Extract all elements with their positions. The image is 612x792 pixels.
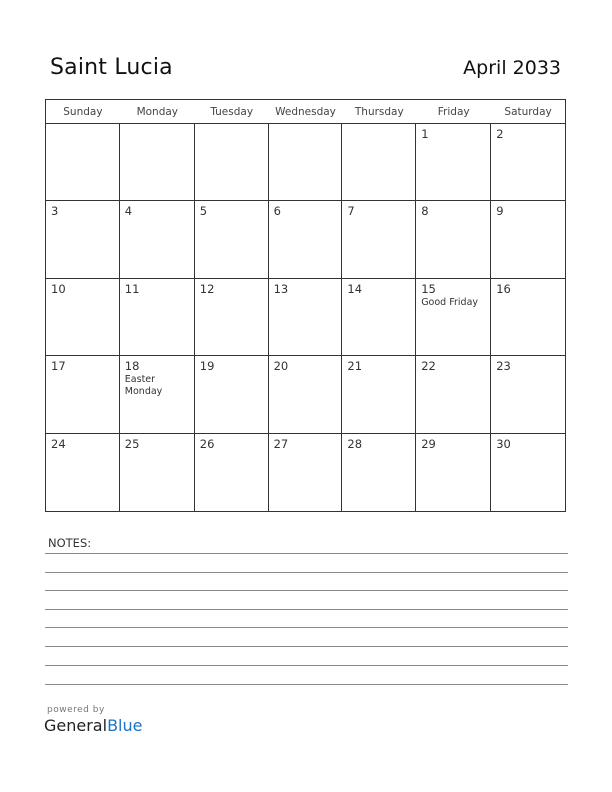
day-number: 3 (51, 204, 59, 219)
day-number: 15 (421, 281, 436, 296)
day-cell (491, 279, 565, 356)
notes-line (45, 590, 568, 591)
day-cell (269, 356, 343, 433)
brand-name-blue: Blue (107, 716, 143, 735)
day-cell (416, 279, 491, 356)
day-number: 28 (347, 436, 363, 451)
day-number: 7 (347, 204, 355, 219)
day-header-friday: Friday (416, 100, 491, 124)
day-cell (195, 356, 269, 433)
day-cell (491, 201, 565, 278)
day-number: 4 (124, 204, 133, 219)
day-cell (342, 279, 416, 356)
day-cell (120, 201, 195, 278)
day-cell (195, 279, 269, 356)
day-number: 26 (199, 436, 215, 451)
day-number: 18 (124, 359, 140, 374)
day-cell (120, 279, 195, 356)
day-cell (46, 356, 120, 433)
empty-day-cell (195, 124, 269, 201)
day-cell (120, 356, 195, 433)
month-year-label: April 2033 (463, 57, 561, 79)
day-number: 17 (51, 359, 66, 374)
day-header-thursday: Thursday (342, 100, 416, 124)
day-header-wednesday: Wednesday (269, 100, 343, 124)
day-number: 12 (199, 281, 215, 296)
day-cell (120, 434, 195, 511)
day-header-sunday: Sunday (46, 100, 120, 124)
brand-name (44, 716, 142, 735)
notes-line (45, 646, 568, 647)
day-number: 25 (124, 436, 140, 451)
day-cell (491, 434, 565, 511)
day-cell (491, 356, 565, 433)
day-cell (342, 434, 416, 511)
day-number: 5 (199, 204, 208, 219)
holiday-label: Good Friday (421, 296, 479, 308)
notes-label: NOTES: (48, 536, 92, 550)
brand-logo (44, 705, 142, 735)
empty-day-cell (120, 124, 195, 201)
notes-line (45, 665, 568, 666)
empty-day-cell (46, 124, 120, 201)
day-cell (416, 124, 491, 201)
day-cell (269, 201, 343, 278)
notes-line (45, 627, 568, 628)
notes-line (45, 553, 568, 554)
day-cell (491, 124, 565, 201)
day-number: 13 (273, 281, 289, 296)
notes-line (45, 609, 568, 610)
day-cell (342, 201, 416, 278)
day-number: 24 (51, 436, 66, 451)
day-number: 8 (421, 204, 429, 219)
brand-name-general: General (44, 716, 108, 735)
day-number: 22 (421, 359, 436, 374)
holiday-label: Easter Monday (124, 374, 163, 398)
empty-day-cell (342, 124, 416, 201)
page-title: Saint Lucia (50, 55, 173, 80)
notes-line (45, 684, 568, 685)
day-number: 23 (496, 359, 511, 374)
day-cell (416, 201, 491, 278)
day-number: 9 (496, 204, 504, 219)
day-number: 20 (273, 359, 289, 374)
day-number: 1 (421, 127, 429, 141)
empty-day-cell (269, 124, 343, 201)
day-header-saturday: Saturday (491, 100, 565, 124)
day-cell (269, 279, 343, 356)
day-cell (195, 434, 269, 511)
day-number: 19 (199, 359, 215, 374)
day-cell (342, 356, 416, 433)
day-header-monday: Monday (120, 100, 195, 124)
powered-by-text: powered by (47, 705, 105, 715)
day-number: 29 (421, 436, 436, 451)
day-cell (269, 434, 343, 511)
notes-line (45, 572, 568, 573)
day-number: 14 (347, 281, 363, 296)
day-number: 10 (51, 281, 66, 296)
day-number: 16 (496, 281, 511, 296)
day-cell (416, 356, 491, 433)
day-number: 11 (124, 281, 140, 296)
calendar-grid (45, 99, 566, 512)
day-cell (195, 201, 269, 278)
day-number: 6 (273, 204, 281, 219)
day-cell (46, 434, 120, 511)
day-number: 2 (496, 127, 504, 141)
day-cell (46, 279, 120, 356)
day-number: 30 (496, 436, 511, 451)
day-cell (46, 201, 120, 278)
day-number: 21 (347, 359, 363, 374)
day-cell (416, 434, 491, 511)
day-header-tuesday: Tuesday (195, 100, 269, 124)
day-number: 27 (273, 436, 289, 451)
